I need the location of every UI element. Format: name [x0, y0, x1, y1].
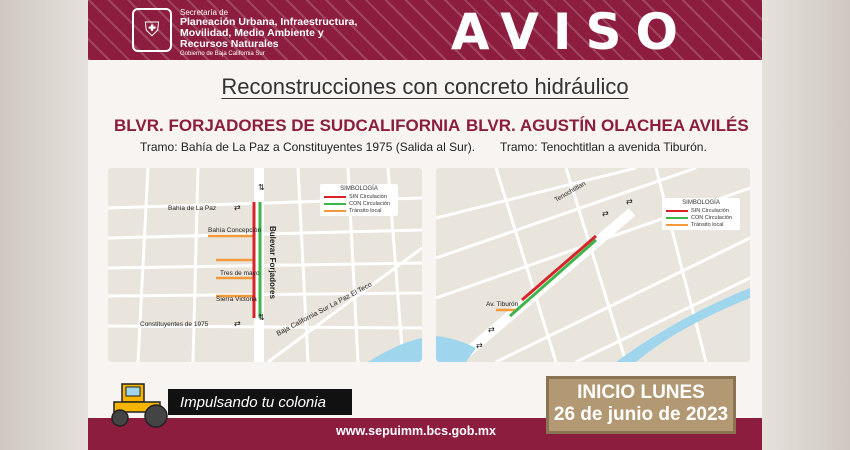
svg-text:⇄: ⇄ [488, 325, 495, 334]
map-label-carretera: Baja California Sur La Paz El Teco [275, 281, 374, 338]
background-right [762, 0, 850, 450]
slogan-banner: Impulsando tu colonia [168, 389, 352, 415]
map-label-tres-mayo: Tres de mayo [220, 270, 260, 277]
left-map-legend: SIMBOLOGÍA SIN Circulación CON Circulación Tránsito local [320, 184, 398, 216]
website-url: www.sepuimm.bcs.gob.mx [336, 424, 496, 438]
start-date-box [546, 376, 736, 434]
svg-text:⇅: ⇅ [258, 313, 265, 322]
map-label-concepcion: Bahía Concepción [208, 227, 262, 234]
map-label-blvd: Bulevar Forjadores [268, 226, 277, 299]
map-label-sierra: Sierra Victoria [216, 296, 257, 303]
svg-text:⇅: ⇅ [258, 183, 265, 192]
right-road-segment: Tramo: Tenochtitlan a avenida Tiburón. [500, 140, 707, 154]
start-label: INICIO LUNES [577, 382, 705, 403]
map-label-tenochtitlan: Tenochtitlan [553, 180, 588, 204]
left-road-title: BLVR. FORJADORES DE SUDCALIFORNIA [114, 116, 461, 135]
map-label-bahia: Bahía de La Paz [168, 205, 217, 212]
map-label-constituyentes: Constituyentes de 1975 [140, 321, 209, 328]
notice-poster [88, 0, 762, 450]
coat-of-arms-icon: ⛨ [132, 8, 172, 52]
map-label-tiburon: Av. Tiburón [486, 301, 519, 308]
svg-text:⇄: ⇄ [234, 319, 241, 328]
left-map [108, 168, 422, 362]
right-map-legend: SIMBOLOGÍA SIN Circulación CON Circulación Tránsito local [662, 198, 740, 230]
road-roller-icon [104, 376, 176, 428]
svg-text:⇄: ⇄ [602, 209, 609, 218]
right-map [436, 168, 750, 362]
background-left [0, 0, 88, 450]
svg-text:⇄: ⇄ [626, 197, 633, 206]
svg-text:⇄: ⇄ [476, 341, 483, 350]
start-date: 26 de junio de 2023 [553, 404, 729, 425]
headline: Reconstrucciones con concreto hidráulico [221, 74, 629, 99]
agency-name: Secretaría de Planeación Urbana, Infraestructura, Movilidad, Medio Ambiente y Recursos Naturales Gobierno de Baja California Sur [180, 8, 358, 58]
notice-title: AVISO [450, 3, 692, 61]
left-road-segment: Tramo: Bahía de La Paz a Constituyentes 1975 (Salida al Sur). [140, 140, 476, 154]
header-band [88, 0, 762, 60]
svg-text:⇄: ⇄ [234, 203, 241, 212]
right-road-title: BLVR. AGUSTÍN OLACHEA AVILÉS [466, 116, 749, 135]
